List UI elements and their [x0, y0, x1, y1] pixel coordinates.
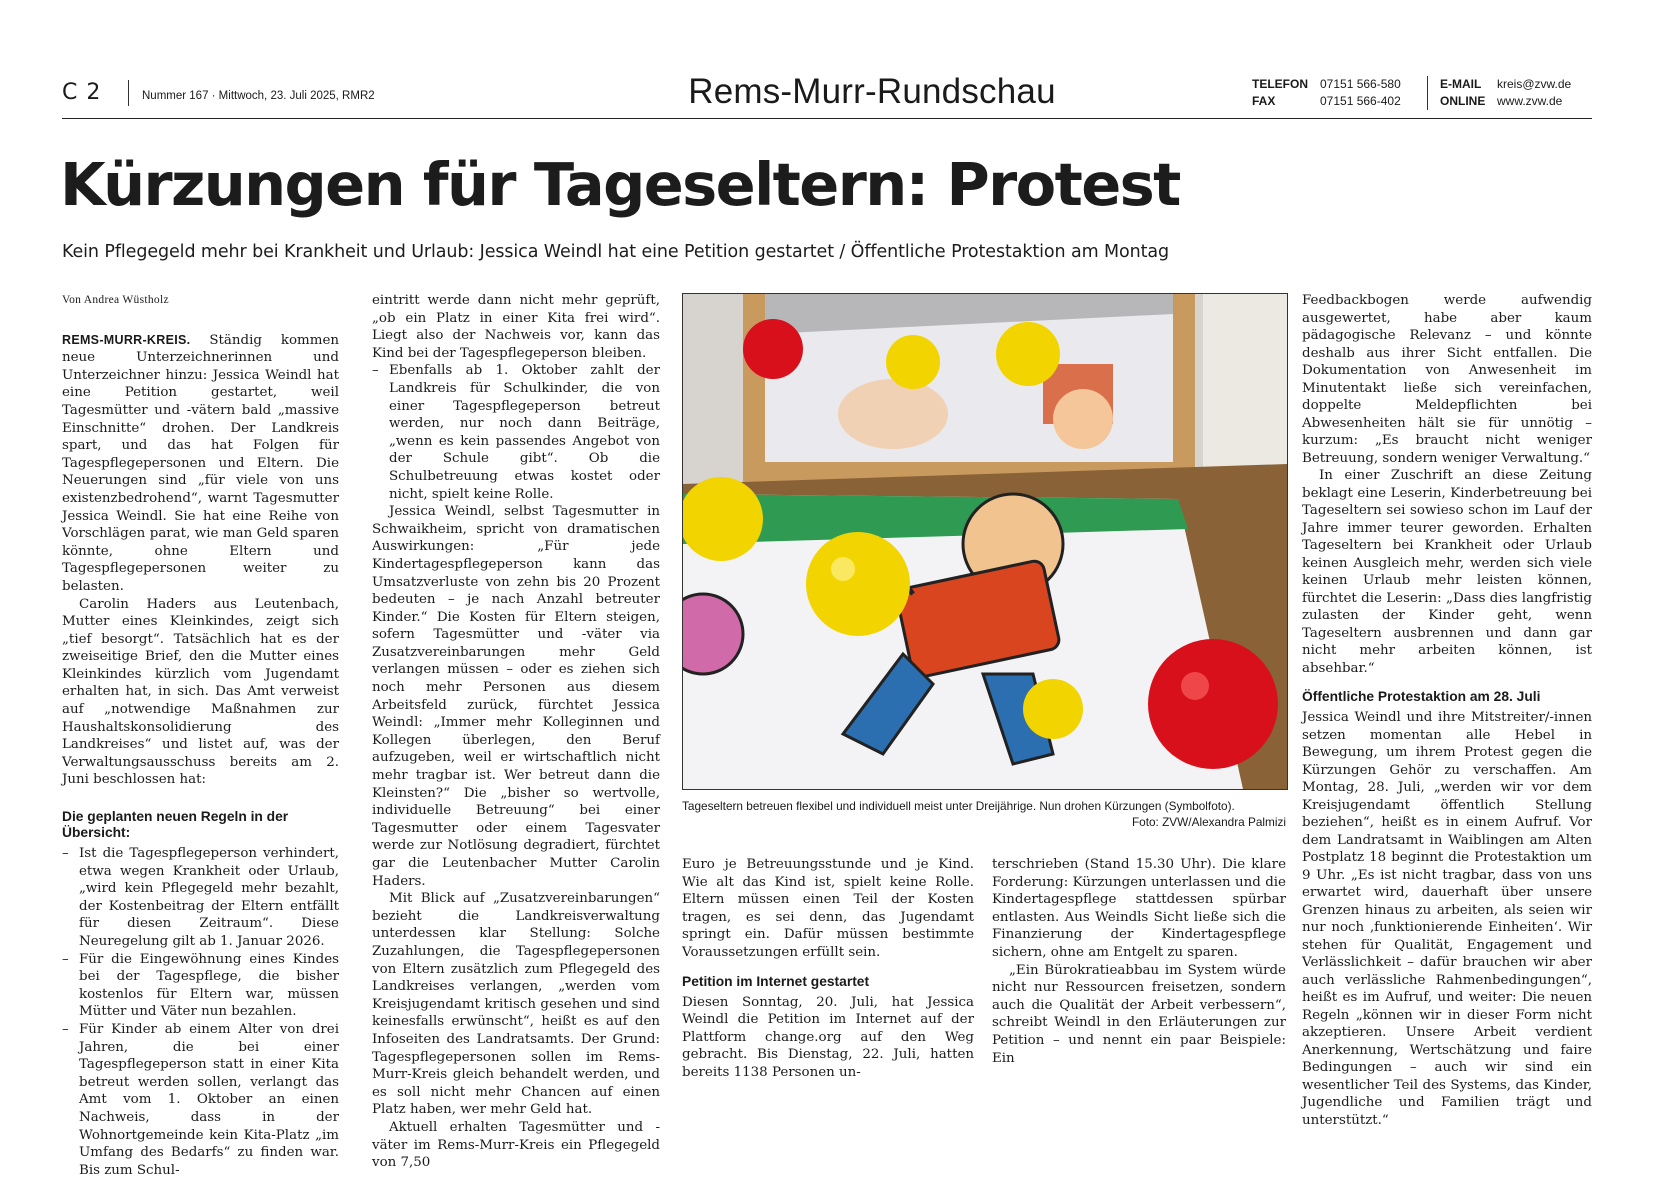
- photo-caption: Tageseltern betreuen flexibel und individuell meist unter Dreijährige. Nun drohen Kürzungen (Symbolfoto).: [682, 799, 1235, 813]
- masthead-rule: [62, 118, 1592, 119]
- list-item-rule: – Ist die Tagespflegeperson verhindert, etwa wegen Krankheit oder Urlaub, „wird kein Pflegegeld mehr bezahlt, der Kostenbeitrag der Eltern entfällt für diesen Zeitraum“. Diese Neuregelung gilt ab 1. Januar 2026.: [62, 845, 339, 951]
- body-paragraph: Euro je Betreuungsstunde und je Kind. Wie alt das Kind ist, spielt keine Rolle. Eltern müssen einen Teil der Kosten tragen, es sei denn, das Jugendamt springt ein. Dafür müssen bestimmte Voraussetzungen erfüllt sein.: [682, 857, 974, 960]
- contact-online: [1440, 76, 1571, 110]
- phone-number: 07151 566-580: [1320, 77, 1401, 91]
- article-column-5: [1302, 292, 1592, 1129]
- photo-credit: Foto: ZVW/Alexandra Palmizi: [1131, 815, 1286, 829]
- body-paragraph: Jessica Weindl, selbst Tagesmutter in Schwaikheim, spricht von dramatischen Auswirkungen: „Für jede Kindertagespflegeperson kann das Umsatzverluste von zehn bis 20 Prozent bedeuten – je nach Anzahl betreuter Kinder.“ Die Kosten für Eltern steigen, sofern Tagesmütter und -väter via Zusatzvereinbarungen mehr Geld verlangen müssen – oder es ziehen sich noch mehr Personen aus diesem Arbeitsfeld zurück, fürchtet Jessica Weindl: „Immer mehr Kolleginnen und Kollegen überlegen, den Beruf aufzugeben, weil er wirtschaftlich nicht mehr tragbar ist. Wer betreut dann die Kleinsten?“ Die „bisher so wertvolle, individuelle Betreuung“ bei einer Tagesmutter oder einem Tagesvater werde zur Notlösung degradiert, fürchtet gar die Leutenbacher Mutter Carolin Haders.: [372, 504, 660, 889]
- body-paragraph: Diesen Sonntag, 20. Juli, hat Jessica Weindl die Petition im Internet auf der Plattform change.org auf den Weg gebracht. Bis Dienstag, 22. Juli, hatten bereits 1138 Personen un-: [682, 994, 974, 1080]
- article-column-4: [992, 856, 1286, 1067]
- body-paragraph: Mit Blick auf „Zusatzvereinbarungen“ bezieht die Landkreisverwaltung unterdessen klar Stellung: Solche Zuzahlungen, die Tagespflegepersonen von Eltern zusätzlich zum Pflegegeld des Landkreises verlangen, „werden vom Kreisjugendamt kritisch gesehen und sind keinesfalls erwünscht“, heißt es auf den Infoseiten des Landratsamts. Der Grund: Tagespflegepersonen sollen im Rems-Murr-Kreis gleich behandelt werden, und es soll nicht mehr Chancen auf einen Platz haben, wer mehr Geld hat.: [372, 891, 660, 1118]
- body-paragraph: Carolin Haders aus Leutenbach, Mutter eines Kleinkindes, zeigt sich „tief besorgt“. Tatsächlich hat es der zweiseitige Brief, den die Mutter eines Kleinkindes kürzlich vom Jugendamt erhalten hat, in sich. Das Amt verweist auf „notwendige Maßnahmen zur Haushaltskonsolidierung des Landkreises“ und listet auf, was der Verwaltungsausschuss bereits am 2. Juni beschlossen hat:: [62, 596, 339, 788]
- masthead-separator: [1427, 76, 1428, 110]
- article-column-2: [372, 292, 660, 1172]
- body-paragraph: terschrieben (Stand 15.30 Uhr). Die klare Forderung: Kürzungen unterlassen und die Kindertagespflege stattdessen spürbar entlasten. Aus Weindls Sicht ließe sich die Finanzierung der Kindertagespflege sichern, ohne am Entgelt zu sparen.: [992, 857, 1286, 960]
- article-photo: [682, 293, 1288, 790]
- byline: Von Andrea Wüstholz: [62, 294, 169, 306]
- online-label: ONLINE: [1440, 94, 1486, 108]
- fax-label: FAX: [1252, 94, 1276, 108]
- phone-label: TELEFON: [1252, 77, 1308, 91]
- article-subheadline: Kein Pflegegeld mehr bei Krankheit und Urlaub: Jessica Weindl hat eine Petition gestartet / Öffentliche Protestaktion am Montag: [62, 242, 1170, 262]
- article-column-3: [682, 856, 974, 1082]
- body-paragraph: Aktuell erhalten Tagesmütter und -väter im Rems-Murr-Kreis ein Pflegegeld von 7,50: [372, 1119, 660, 1171]
- body-paragraph: In einer Zuschrift an diese Zeitung beklagt eine Leserin, Kinderbetreuung bei Tageseltern sei sowieso schon im Lauf der Jahre immer teurer geworden. Erhalten Tageseltern bei Krankheit oder Urlaub keinen Ausgleich mehr, werden sich viele keinen Urlaub mehr leisten können, fürchtet die Leserin: „Dass dies langfristig zulasten der Kinder geht, wenn Tageseltern ausbrennen und dann gar nicht mehr arbeiten können, ist absehbar.“: [1302, 468, 1592, 676]
- newspaper-name: Rems-Murr-Rundschau: [688, 72, 1056, 111]
- email-label: E-MAIL: [1440, 77, 1482, 91]
- section-title-protest: Öffentliche Protestaktion am 28. Juli: [1302, 689, 1541, 704]
- children-play-mat-illustration: [683, 294, 1287, 789]
- page-number: C 2: [62, 80, 102, 105]
- masthead: [62, 72, 1592, 120]
- fax-number: 07151 566-402: [1320, 94, 1401, 108]
- section-title-rules: Die geplanten neuen Regeln in der Übersicht:: [62, 809, 289, 841]
- list-item-rule: – Für die Eingewöhnung eines Kindes bei der Tagespflege, die bisher kostenlos für Eltern war, müssen Mütter und Väter nun bezahlen.: [62, 951, 339, 1021]
- website-link[interactable]: www.zvw.de: [1497, 94, 1563, 108]
- lead-paragraph: [62, 332, 339, 596]
- list-item-rule: – Ebenfalls ab 1. Oktober zahlt der Landkreis für Schulkinder, die von einer Tagespflegeperson betreut werden, nur noch dann Beiträge, „wenn es kein passendes Angebot von der Schule gibt“. Ob die Schulbetreuung etwas kostet oder nicht, spielt keine Rolle.: [372, 362, 660, 503]
- body-paragraph: eintritt werde dann nicht mehr geprüft, „ob ein Platz in einer Kita frei wird“. Liegt also der Nachweis vor, kann das Kind bei der Tagespflegeperson bleiben.: [372, 293, 660, 361]
- email-address[interactable]: kreis@zvw.de: [1497, 77, 1572, 91]
- lead-text: Ständig kommen neue Unterzeichnerinnen und Unterzeichner hinzu: Jessica Weindl hat eine Petition gestartet, weil Tagesmütter und -vätern bald „massive Einschnitte“ drohen. Der Landkreis spart, und das hat Folgen für Tagespflegepersonen und Eltern. Die Neuerungen sind „für viele von uns existenzbedrohend“, warnt Tagesmutter Jessica Weindl. Sie hat eine Reihe von Vorschlägen parat, wie man Geld sparen könnte, ohne Eltern und Tagespflegepersonen weiter zu belasten.: [62, 332, 339, 594]
- issue-info: Nummer 167 · Mittwoch, 23. Juli 2025, RMR2: [142, 90, 375, 102]
- section-title-petition: Petition im Internet gestartet: [682, 973, 870, 989]
- dateline: REMS-MURR-KREIS.: [62, 332, 191, 347]
- body-paragraph: Jessica Weindl und ihre Mitstreiter/-innen setzen momentan alle Hebel in Bewegung, um ihrem Protest gegen die Kürzungen Gehör zu verschaffen. Am Montag, 28. Juli, „werden wir vor dem Kreisjugendamt öffentlich Stellung beziehen“, heißt es in einem Aufruf. Vor dem Landratsamt in Waiblingen am Alten Postplatz 18 beginnt die Protestaktion um 9 Uhr. „Es ist nicht tragbar, dass von uns erwartet wird, dauerhaft über unsere Grenzen hinaus zu arbeiten, als seien wir nur noch ‚funktionierende Einheiten‘. Wir stehen für Qualität, Engagement und Verlässlichkeit – dafür brauchen wir aber auch verlässliche Rahmenbedingungen“, heißt es im Aufruf, und weiter: Die neuen Regeln „können wir in dieser Form nicht akzeptieren. Unsere Arbeit verdient Anerkennung, Wertschätzung und faire Bedingungen – auch wir sind ein wesentlicher Teil des Systems, das Kinder, Jugendliche und Familien trägt und unterstützt.“: [1302, 710, 1592, 1128]
- article-headline: Kürzungen für Tageseltern: Protest: [60, 150, 1180, 219]
- body-paragraph: Feedbackbogen werde aufwendig ausgewertet, habe aber kaum pädagogische Relevanz – und könnte deshalb aus ihrer Sicht entfallen. Die Dokumentation von Anwesenheit im Minutentakt ließe sich vereinfachen, doppelte Meldepflichten bei Abwesenheiten hält sie für unnötig – kurzum: „Es braucht nicht weniger Betreuung, sondern weniger Verwaltung.“: [1302, 293, 1592, 466]
- article-column-1: [62, 292, 339, 1179]
- contact-phone-fax: [1252, 76, 1401, 110]
- body-paragraph: „Ein Bürokratieabbau im System würde nicht nur Ressourcen freisetzen, sondern auch die Qualität der Arbeit verbessern“, schreibt Weindl in den Erläuterungen zur Petition – und nennt ein paar Beispiele: Ein: [992, 962, 1286, 1066]
- list-item-rule: – Für Kinder ab einem Alter von drei Jahren, die bei einer Tagespflegeperson statt in einer Kita betreut werden sollen, verlangt das Amt vom 1. Oktober an einen Nachweis, dass in der Wohnortgemeinde kein Kita-Platz „im Umfang des Bedarfs“ zu finden war. Bis zum Schul-: [62, 1021, 339, 1179]
- masthead-separator: [128, 80, 129, 106]
